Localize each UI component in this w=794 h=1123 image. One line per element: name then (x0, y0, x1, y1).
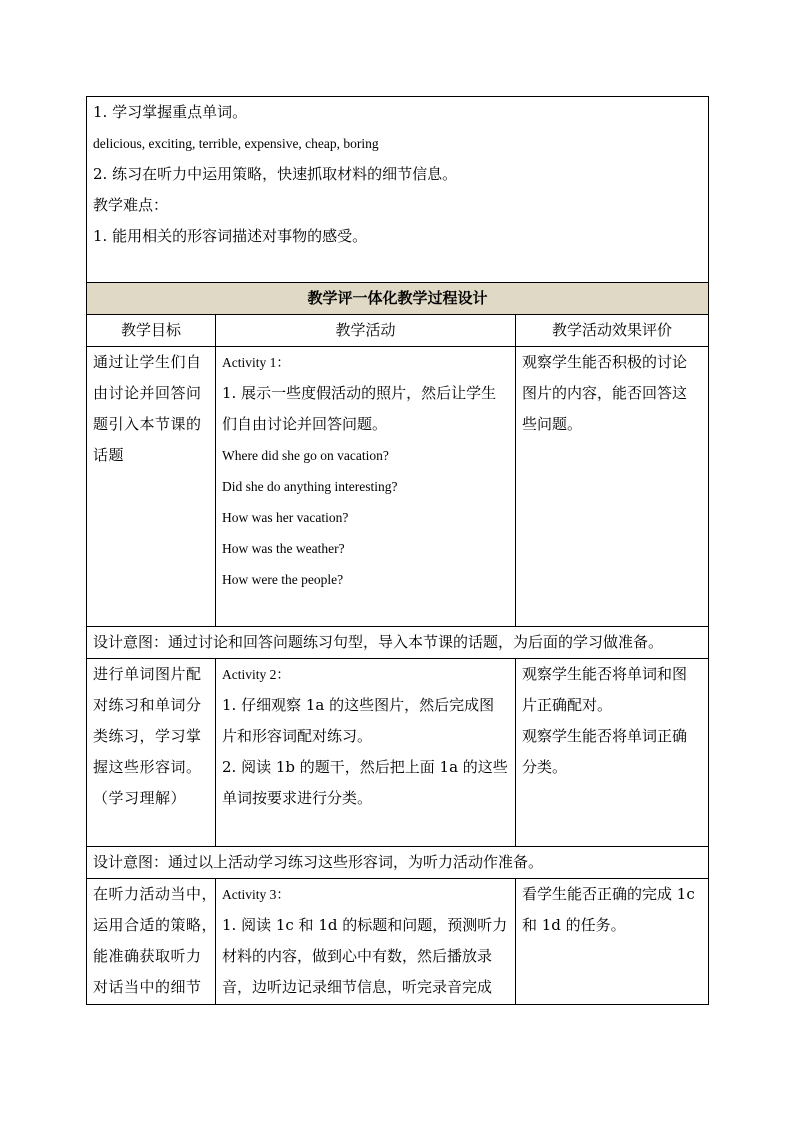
key-words: delicious, exciting, terrible, expensive, cheap, boring (93, 136, 379, 151)
evaluation-cell (516, 879, 709, 1005)
design-intent: 设计意图：通过讨论和回答问题练习句型，导入本节课的话题，为后面的学习做准备。 (87, 627, 709, 659)
column-header-activity: 教学活动 (216, 315, 516, 347)
difficulty-1: 1. 能用相关的形容词描述对事物的感受。 (93, 227, 368, 245)
evaluation-line: 观察学生能否积极的讨论 (522, 353, 688, 371)
evaluation-cell (516, 659, 709, 847)
key-point-2: 2. 练习在听力中运用策略，快速抓取材料的细节信息。 (93, 165, 458, 183)
question-line: How were the people? (222, 572, 344, 587)
activity-title: Activity 1： (222, 355, 290, 370)
key-points-row (87, 97, 709, 283)
activity-line: 音，边听边记录细节信息，听完录音完成 (222, 978, 493, 996)
question-line: Did she do anything interesting? (222, 479, 398, 494)
evaluation-line: 图片的内容，能否回答这 (522, 384, 688, 402)
activity-line: 1. 仔细观察 1a 的这些图片，然后完成图 (222, 696, 495, 714)
section-header-row (87, 283, 709, 315)
column-header-row (87, 315, 709, 347)
activity-cell (216, 879, 516, 1005)
activity-line: 片和形容词配对练习。 (222, 727, 373, 745)
activity-line: 们自由讨论并回答问题。 (222, 415, 388, 433)
goal-cell (87, 879, 216, 1005)
evaluation-line: 看学生能否正确的完成 1c (522, 885, 695, 903)
evaluation-line: 观察学生能否将单词正确 (522, 727, 688, 745)
design-intent-row-1 (87, 627, 709, 659)
question-line: How was the weather? (222, 541, 345, 556)
activity-row-2 (87, 659, 709, 847)
activity-line: 1. 展示一些度假活动的照片，然后让学生 (222, 384, 497, 402)
column-header-goal: 教学目标 (87, 315, 216, 347)
activity-line: 2. 阅读 1b 的题干，然后把上面 1a 的这些 (222, 758, 508, 776)
goal-cell (87, 659, 216, 847)
goal-cell (87, 347, 216, 627)
goal-line: 题引入本节课的 (93, 415, 202, 433)
activity-row-3 (87, 879, 709, 1005)
evaluation-cell (516, 347, 709, 627)
activity-line: 材料的内容，做到心中有数，然后播放录 (222, 947, 493, 965)
goal-line: 运用合适的策略， (93, 916, 218, 934)
activity-line: 1. 阅读 1c 和 1d 的标题和问题，预测听力 (222, 916, 508, 934)
section-title: 教学评一体化教学过程设计 (87, 283, 709, 315)
goal-line: （学习理解） (93, 789, 187, 807)
activity-cell (216, 347, 516, 627)
difficulty-label: 教学难点： (93, 196, 169, 214)
goal-line: 握这些形容词。 (93, 758, 202, 776)
activity-row-1 (87, 347, 709, 627)
design-intent-row-2 (87, 847, 709, 879)
evaluation-line: 观察学生能否将单词和图 (522, 665, 688, 683)
goal-line: 对话当中的细节 (93, 978, 202, 996)
goal-line: 通过让学生们自 (93, 353, 202, 371)
key-points-cell (87, 97, 709, 283)
activity-cell (216, 659, 516, 847)
column-header-evaluation: 教学活动效果评价 (516, 315, 709, 347)
activity-title: Activity 2： (222, 667, 290, 682)
lesson-plan-table (86, 96, 709, 1005)
activity-line: 单词按要求进行分类。 (222, 789, 373, 807)
goal-line: 能准确获取听力 (93, 947, 202, 965)
goal-line: 在听力活动当中， (93, 885, 218, 903)
activity-title: Activity 3： (222, 887, 290, 902)
question-line: Where did she go on vacation? (222, 448, 389, 463)
question-line: How was her vacation? (222, 510, 349, 525)
evaluation-line: 和 1d 的任务。 (522, 916, 626, 934)
goal-line: 类练习，学习掌 (93, 727, 202, 745)
goal-line: 对练习和单词分 (93, 696, 202, 714)
evaluation-line: 分类。 (522, 758, 568, 776)
design-intent: 设计意图：通过以上活动学习练习这些形容词，为听力活动作准备。 (87, 847, 709, 879)
evaluation-line: 些问题。 (522, 415, 583, 433)
goal-line: 由讨论并回答问 (93, 384, 202, 402)
goal-line: 进行单词图片配 (93, 665, 202, 683)
goal-line: 话题 (93, 446, 125, 464)
key-point-1: 1. 学习掌握重点单词。 (93, 103, 248, 121)
evaluation-line: 片正确配对。 (522, 696, 613, 714)
